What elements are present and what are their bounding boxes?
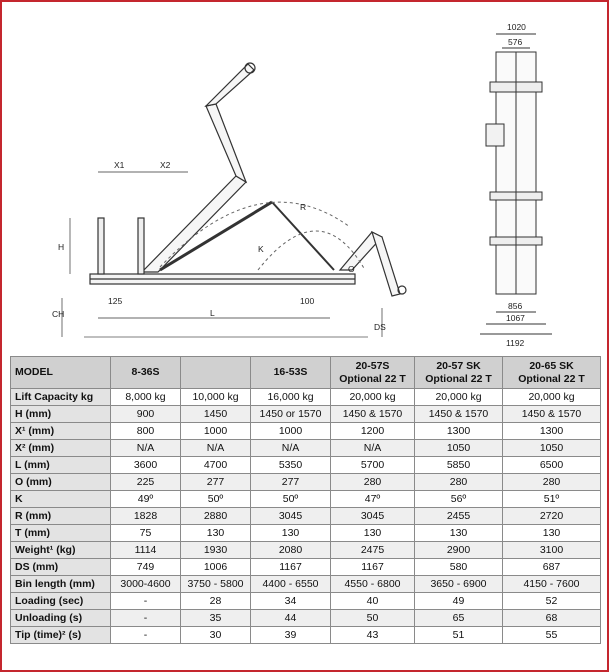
table-cell: 3000-4600 [111,576,181,593]
table-cell: 4150 - 7600 [503,576,601,593]
table-cell: 749 [111,559,181,576]
table-cell: 8,000 kg [111,389,181,406]
spec-table [10,356,601,644]
label-r: R [300,202,307,212]
table-cell: 28 [181,593,251,610]
label-ch: CH [52,309,65,319]
front-view [480,34,552,334]
table-cell: 1167 [251,559,331,576]
table-cell: N/A [331,440,415,457]
table-cell: 47º [331,491,415,508]
table-cell: 687 [503,559,601,576]
hooklift-technical-drawing [10,12,600,350]
table-row [11,389,601,406]
row-label: X² (mm) [11,440,111,457]
label-100: 100 [300,296,315,306]
table-cell: - [111,593,181,610]
table-cell: 1450 [181,406,251,423]
label-1192: 1192 [506,338,525,348]
table-cell: 277 [251,474,331,491]
table-cell: 2080 [251,542,331,559]
table-cell: 51 [415,627,503,644]
table-cell: 50º [251,491,331,508]
table-cell: 1450 or 1570 [251,406,331,423]
table-cell: 1200 [331,423,415,440]
table-cell: 68 [503,610,601,627]
table-cell: 16,000 kg [251,389,331,406]
header-20-57sk: 20-57 SK Optional 22 T [415,357,503,389]
table-cell: 1828 [111,508,181,525]
row-label: T (mm) [11,525,111,542]
table-cell: 3045 [331,508,415,525]
table-cell: 277 [181,474,251,491]
spec-table-header [11,357,601,389]
table-cell: 49º [111,491,181,508]
table-cell: 900 [111,406,181,423]
table-cell: N/A [181,440,251,457]
table-cell: 1450 & 1570 [503,406,601,423]
spec-table-body [11,389,601,644]
table-cell: 40 [331,593,415,610]
table-cell: N/A [111,440,181,457]
table-row [11,610,601,627]
table-cell: 3750 - 5800 [181,576,251,593]
table-cell: 1300 [415,423,503,440]
table-row [11,525,601,542]
table-cell: 4700 [181,457,251,474]
side-and-front-view-diagram [10,12,600,350]
table-cell: - [111,610,181,627]
table-cell: 130 [251,525,331,542]
row-label: Weight¹ (kg) [11,542,111,559]
table-cell: 56º [415,491,503,508]
row-label: Lift Capacity kg [11,389,111,406]
table-cell: - [111,627,181,644]
table-row [11,474,601,491]
side-view-frame [90,63,406,296]
table-cell: 2720 [503,508,601,525]
table-cell: 1000 [251,423,331,440]
row-label: Bin length (mm) [11,576,111,593]
label-1067: 1067 [506,313,525,323]
row-label: Tip (time)² (s) [11,627,111,644]
table-row [11,542,601,559]
table-cell: 50 [331,610,415,627]
table-cell: 3600 [111,457,181,474]
table-cell: 6500 [503,457,601,474]
table-cell: 51º [503,491,601,508]
label-x2: X2 [160,160,171,170]
table-cell: N/A [251,440,331,457]
row-label: Unloading (s) [11,610,111,627]
table-cell: 1050 [503,440,601,457]
table-cell: 1930 [181,542,251,559]
table-cell: 3100 [503,542,601,559]
table-row [11,576,601,593]
table-cell: 50º [181,491,251,508]
label-h: H [58,242,65,252]
table-cell: 3650 - 6900 [415,576,503,593]
table-cell: 2475 [331,542,415,559]
label-x1: X1 [114,160,125,170]
table-cell: 3045 [251,508,331,525]
table-cell: 2455 [415,508,503,525]
table-cell: 5850 [415,457,503,474]
table-cell: 130 [503,525,601,542]
table-cell: 34 [251,593,331,610]
table-row [11,457,601,474]
label-ds: DS [374,322,386,332]
table-cell: 1114 [111,542,181,559]
table-row [11,593,601,610]
row-label: R (mm) [11,508,111,525]
table-cell: 44 [251,610,331,627]
header-16-53s: 16-53S [251,357,331,389]
table-cell: 1450 & 1570 [331,406,415,423]
table-cell: 35 [181,610,251,627]
table-cell: 20,000 kg [503,389,601,406]
table-cell: 4550 - 6800 [331,576,415,593]
table-cell: 280 [503,474,601,491]
table-cell: 225 [111,474,181,491]
label-1020: 1020 [507,22,526,32]
table-cell: 130 [181,525,251,542]
table-cell: 800 [111,423,181,440]
label-576: 576 [508,37,523,47]
label-k: K [258,244,264,254]
label-856: 856 [508,301,523,311]
table-cell: 1450 & 1570 [415,406,503,423]
row-label: K [11,491,111,508]
table-row [11,627,601,644]
header-blank [181,357,251,389]
table-cell: 55 [503,627,601,644]
table-cell: 5700 [331,457,415,474]
row-label: Loading (sec) [11,593,111,610]
header-20-57s: 20-57S Optional 22 T [331,357,415,389]
table-cell: 52 [503,593,601,610]
table-cell: 75 [111,525,181,542]
table-cell: 1000 [181,423,251,440]
row-label: DS (mm) [11,559,111,576]
table-cell: 1006 [181,559,251,576]
table-cell: 10,000 kg [181,389,251,406]
table-row [11,559,601,576]
table-cell: 65 [415,610,503,627]
table-cell: 1300 [503,423,601,440]
row-label: X¹ (mm) [11,423,111,440]
table-row [11,406,601,423]
table-row [11,491,601,508]
table-cell: 20,000 kg [331,389,415,406]
header-20-65sk: 20-65 SK Optional 22 T [503,357,601,389]
table-cell: 30 [181,627,251,644]
table-cell: 130 [331,525,415,542]
header-8-36s: 8-36S [111,357,181,389]
table-cell: 130 [415,525,503,542]
table-row [11,440,601,457]
row-label: H (mm) [11,406,111,423]
table-cell: 20,000 kg [415,389,503,406]
label-l: L [210,308,215,318]
table-row [11,508,601,525]
table-cell: 280 [331,474,415,491]
table-cell: 5350 [251,457,331,474]
label-o: O [348,264,355,274]
table-row [11,423,601,440]
table-cell: 49 [415,593,503,610]
table-cell: 2900 [415,542,503,559]
table-cell: 1050 [415,440,503,457]
header-model: MODEL [11,357,111,389]
label-125: 125 [108,296,123,306]
table-cell: 43 [331,627,415,644]
table-cell: 2880 [181,508,251,525]
row-label: O (mm) [11,474,111,491]
table-cell: 580 [415,559,503,576]
table-cell: 39 [251,627,331,644]
table-cell: 4400 - 6550 [251,576,331,593]
table-cell: 280 [415,474,503,491]
table-cell: 1167 [331,559,415,576]
row-label: L (mm) [11,457,111,474]
